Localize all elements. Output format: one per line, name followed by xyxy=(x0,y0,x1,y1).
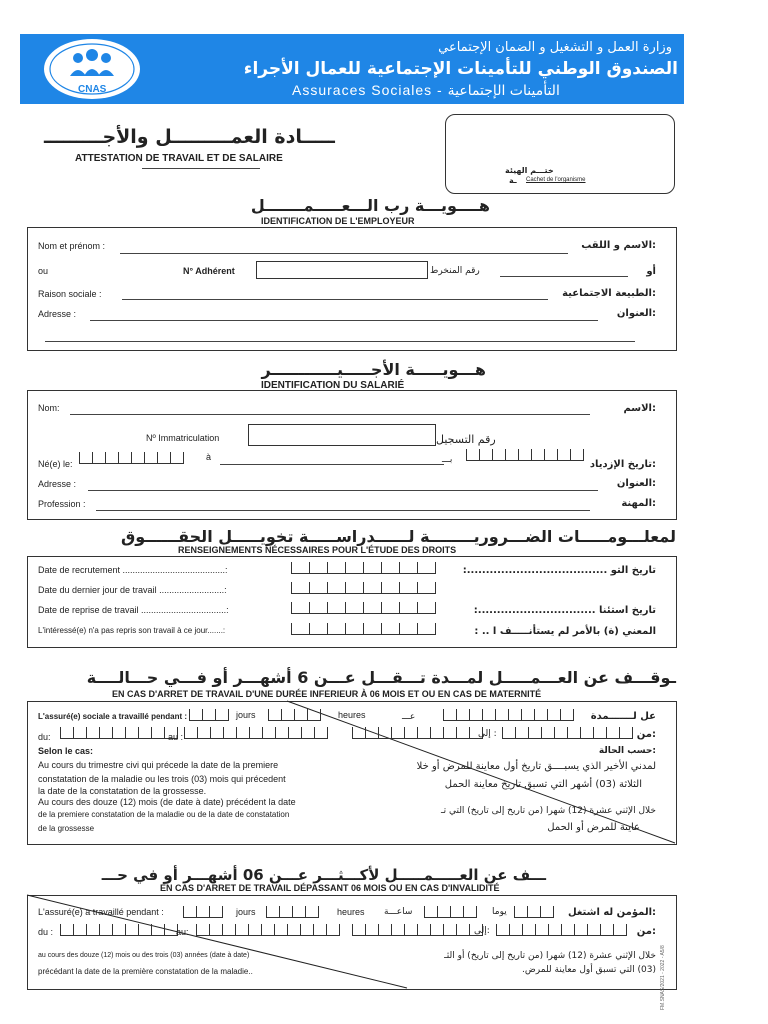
stamp-label-fr: Cachet de l'organisme xyxy=(526,177,586,183)
employee-address-label-ar: :العنوان xyxy=(616,478,656,489)
short-p1-ar-a: لمدني الأخير الذي يسبــــق تاريخ أول معاينة للمرض أو خلا xyxy=(416,761,656,772)
stamp-label-ar: ختـــم الهيئة xyxy=(505,166,554,175)
employee-name-label: Nom: xyxy=(38,403,60,413)
raison-label: Raison sociale : xyxy=(38,289,102,299)
cnas-logo xyxy=(40,36,144,102)
long-stop-title-ar: ـــف عن العـــــمـــــل لأكـــثـــر عـــن 06 أشهـــر أو في حـــ xyxy=(101,866,546,884)
short-min: :من xyxy=(636,729,656,740)
short-p2-ar-a: خلال الإثني عشرة (12) شهرا (من تاريخ إلى تاريخ) التي تـ xyxy=(440,806,656,816)
employee-address-label: Adresse : xyxy=(38,479,77,489)
employee-title-fr: IDENTIFICATION DU SALARIÉ xyxy=(261,380,405,391)
long-worked-ar: :المؤمن له اشتغل xyxy=(567,907,656,918)
long-du-label: du : xyxy=(38,927,54,937)
short-du-label: du: xyxy=(38,732,51,742)
insurance-label xyxy=(292,82,560,99)
raison-label-ar: :الطبيعة الاجتماعية xyxy=(562,288,656,299)
profession-field[interactable] xyxy=(96,510,590,511)
side-note: FM.SNAS/2021 - 2022 - A5/8 xyxy=(660,945,666,1010)
adherent-label: N° Adhérent xyxy=(183,266,235,276)
logo-text: CNAS xyxy=(78,84,107,95)
profession-label: Profession : xyxy=(38,499,86,509)
rights-row-cells[interactable] xyxy=(291,602,436,614)
immat-label: Nº Immatriculation xyxy=(146,433,220,443)
short-p1-c: la date de la constatation de la grossesse. xyxy=(38,786,207,796)
long-p-b: précédant la date de la première constatation de la maladie.. xyxy=(38,967,253,976)
raison-field[interactable] xyxy=(122,299,548,300)
rights-row-cells[interactable] xyxy=(291,623,436,635)
long-ar-au-cells[interactable] xyxy=(496,924,627,936)
short-p1-b: constatation de la maladie ou les trois (03) mois qui précedent xyxy=(38,774,286,784)
rights-row-label: L'intéressé(e) n'a pas repris son travail à ce jour.......: xyxy=(38,626,226,635)
short-heures: heures xyxy=(338,710,366,720)
employer-address-label-ar: :العنوان xyxy=(616,308,656,319)
short-p2-b: de la premiere constatation de la maladie ou de la date de constatation xyxy=(38,810,290,819)
employer-ou-label: ou xyxy=(38,266,49,276)
short-p2-a: Au cours des douze (12) mois (de date à date) précédent la date xyxy=(38,797,296,807)
immat-label-ar: رقم التسجيل xyxy=(436,433,496,446)
long-ar-du-cells[interactable] xyxy=(352,924,483,936)
long-ar-days-cells[interactable] xyxy=(514,906,554,918)
short-stop-title-ar: ـوقـــف عن العـــمـــــل لمـــدة تـــقـــل عـــن 6 أشهـــر أو فـــي حـــالــــة xyxy=(86,668,676,687)
short-hours-cells[interactable] xyxy=(268,709,321,721)
short-p1-a: Au cours du trimestre civi qui précede la date de la premiere xyxy=(38,760,279,770)
employer-address-field-2[interactable] xyxy=(45,341,635,342)
birth-place-a: à xyxy=(206,452,212,462)
employer-title-ar: هــــويـــة رب الـــعـــــمـــــــل xyxy=(250,196,490,215)
rights-title-ar: لمعلـــومـــــات الضـــروريــــــــة لــــــدراســـــة تخويـــــل الحقــــــوق xyxy=(120,527,676,546)
long-worked-label: L'assuré(e) a travaillé pendant : xyxy=(38,907,164,917)
long-ila: :إلى xyxy=(474,926,490,936)
employer-name-label: Nom et prénom : xyxy=(38,241,106,251)
long-du-cells[interactable] xyxy=(60,924,178,936)
rights-row-cells[interactable] xyxy=(291,562,436,574)
rights-row-label-ar: المعني (ة) بالأمر لم يستأنـــــف ا .. : xyxy=(474,626,656,637)
employer-ou-label-ar: أو xyxy=(646,266,656,277)
short-p2-c: de la grossesse xyxy=(38,824,95,833)
employer-title-fr: IDENTIFICATION DE L'EMPLOYEUR xyxy=(261,216,415,226)
long-ar-hours-cells[interactable] xyxy=(424,906,477,918)
adherent-input[interactable] xyxy=(256,261,428,279)
long-p-ar-b: (03) التي تسبق أول معاينة للمرض. xyxy=(522,965,656,975)
rights-row-label-ar: تاريخ التو .....................................: xyxy=(462,565,656,576)
birth-label-ar: :تاريخ الإزدياد xyxy=(589,459,656,470)
long-au-cells[interactable] xyxy=(196,924,340,936)
adherent-label-ar: رقم المنخرط xyxy=(430,266,480,276)
long-stop-title-fr: EN CAS D'ARRET DE TRAVAIL DÉPASSANT 06 MOIS OU EN CAS D'INVALIDITÉ xyxy=(160,883,500,893)
long-hours-cells[interactable] xyxy=(266,906,319,918)
title-fr: ATTESTATION DE TRAVAIL ET DE SALAIRE xyxy=(75,153,283,164)
employee-address-field[interactable] xyxy=(88,490,598,491)
short-worked-label: L'assuré(e) sociale a travaillé pendant : xyxy=(38,712,188,721)
ministry-name-ar: وزارة العمل و التشغيل و الضمان الإجتماعي xyxy=(438,40,672,55)
employer-name-field[interactable] xyxy=(120,253,568,254)
short-ila: : إلى xyxy=(478,729,497,739)
employer-address-field[interactable] xyxy=(90,320,598,321)
short-stop-title-fr: EN CAS D'ARRET DE TRAVAIL D'UNE DURÉE INFERIEUR À 06 MOIS ET OU EN CAS DE MATERNITÉ xyxy=(112,689,542,699)
birth-label: Né(e) le: xyxy=(38,459,73,469)
birth-date-cells[interactable] xyxy=(79,452,184,464)
short-jours: jours xyxy=(236,710,256,720)
long-jours: jours xyxy=(236,907,256,917)
immat-input[interactable] xyxy=(248,424,436,446)
short-p1-ar-b: الثلاثة (03) أشهر التي تسبق تاريخ معاينة الحمل xyxy=(444,779,642,790)
short-du-cells[interactable] xyxy=(60,727,178,739)
employee-title-ar: هـــويـــــة الأجـــــيــــــــــــر xyxy=(261,360,486,379)
fund-name-ar: الصندوق الوطني للتأمينات الإجتماعية للعمال الأجراء xyxy=(243,59,678,79)
profession-label-ar: :المهنة xyxy=(621,498,656,509)
long-au-label: au: xyxy=(176,927,189,937)
short-ar-cells[interactable] xyxy=(443,709,574,721)
long-yawm: يوما xyxy=(492,907,507,917)
short-ayn: عـــ xyxy=(402,712,416,722)
employee-name-field[interactable] xyxy=(70,414,590,415)
short-ar-au-cells[interactable] xyxy=(502,727,633,739)
rights-row-label: Date de reprise de travail ..................................: xyxy=(38,605,229,615)
insurance-ar: التأمينات الإجتماعية xyxy=(447,83,560,99)
title-ar: ـــــادة العمـــــــــل والأجـــــــــ xyxy=(44,126,335,148)
long-p-ar-a: خلال الإثني عشرة (12) شهرا (من تاريخ إلى تاريخ) أو الثـ xyxy=(444,951,656,961)
short-mudda-ar: عل لـــــــمدة xyxy=(590,711,656,722)
insurance-fr: Assuraces Sociales - xyxy=(292,82,443,98)
title-underline xyxy=(142,168,260,169)
birth-date-cells-ar[interactable] xyxy=(466,449,584,461)
long-heures: heures xyxy=(337,907,365,917)
stamp-label-ar-suffix: ـة xyxy=(509,176,517,185)
short-selon: Selon le cas: xyxy=(38,746,94,756)
rights-row-label: Date du dernier jour de travail ..........................: xyxy=(38,585,227,595)
short-selon-ar: :حسب الحالة xyxy=(598,746,656,756)
employer-name-label-ar: :الاسم و اللقب xyxy=(581,240,656,251)
long-p-a: au cours des douze (12) mois ou des trois (03) années (date à date) xyxy=(38,952,250,959)
short-au-label: au : xyxy=(168,732,184,742)
birth-place-field[interactable] xyxy=(220,464,444,465)
long-saa: ساعـــة xyxy=(384,907,413,917)
rights-row-cells[interactable] xyxy=(291,582,436,594)
short-p2-ar-b: عاينة للمرض أو الحمل xyxy=(547,822,640,833)
long-days-cells[interactable] xyxy=(183,906,223,918)
rights-title-fr: RENSEIGNEMENTS NÉCESSAIRES POUR L'ÉTUDE DES DROITS xyxy=(178,545,457,555)
employer-address-label: Adresse : xyxy=(38,309,77,319)
rights-row-label: Date de recrutement .........................................: xyxy=(38,565,228,575)
employee-name-label-ar: :الاسم xyxy=(623,403,656,414)
short-days-cells[interactable] xyxy=(189,709,229,721)
short-au-cells[interactable] xyxy=(184,727,328,739)
adherent-ar-field[interactable] xyxy=(500,276,628,277)
rights-row-label-ar: تاريخ استئنا ...............................: xyxy=(473,605,656,616)
short-ar-du-cells[interactable] xyxy=(352,727,483,739)
birth-place-b-ar: بـــ xyxy=(442,455,453,465)
long-min: :من xyxy=(636,926,656,937)
